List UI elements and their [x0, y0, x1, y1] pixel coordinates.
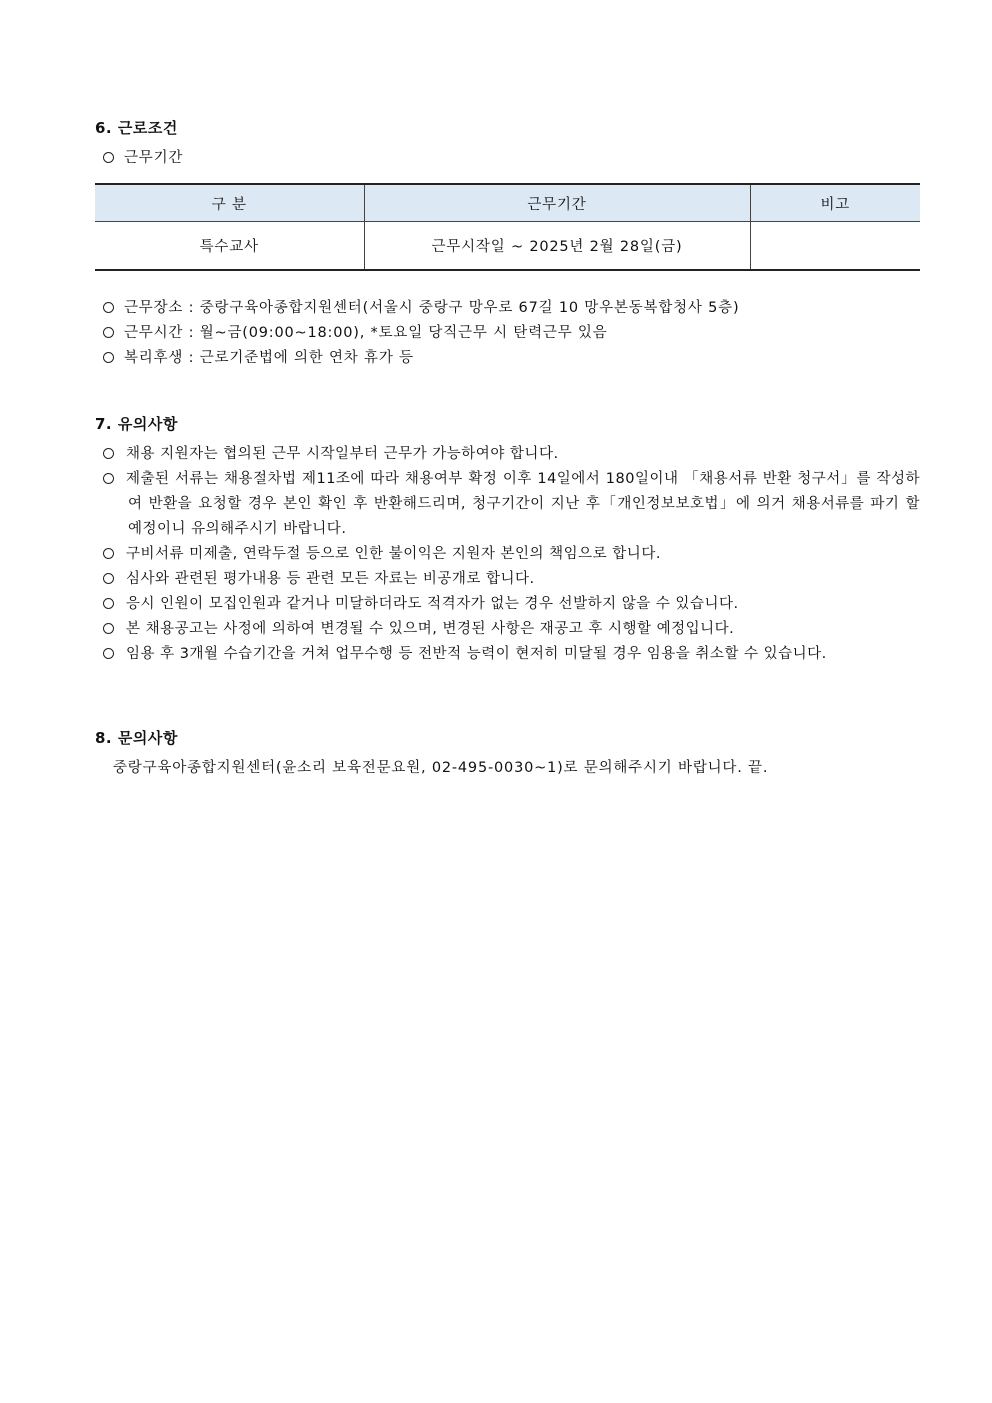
table-header-row [95, 184, 920, 222]
circle-bullet-icon [103, 302, 114, 313]
notice-text: 본 채용공고는 사정에 의하여 변경될 수 있으며, 변경된 사항은 재공고 후 시행할 예정입니다. [126, 621, 735, 637]
table-header-category: 구 분 [95, 184, 364, 222]
circle-bullet-icon [103, 648, 114, 659]
section-6-heading: 6. 근로조건 [95, 119, 178, 137]
notice-text: 임용 후 3개월 수습기간을 거쳐 업무수행 등 전반적 능력이 현저히 미달될 경우 임용을 취소할 수 있습니다. [126, 646, 827, 662]
benefits-text: 복리후생 : 근로기준법에 의한 연차 휴가 등 [124, 350, 414, 366]
circle-bullet-icon [103, 448, 114, 459]
work-period-table [95, 183, 920, 271]
table-header-period: 근무기간 [364, 184, 750, 222]
notice-item-1 [103, 442, 920, 467]
contact-info: 중랑구육아종합지원센터(윤소리 보육전문요원, 02-495-0030~1)로 문의해주시기 바랍니다. 끝. [113, 760, 769, 776]
work-period-label [103, 146, 920, 171]
table-cell-period: 근무시작일 ~ 2025년 2월 28일(금) [364, 222, 750, 271]
notice-item-2 [103, 467, 920, 542]
work-hours-text: 근무시간 : 월~금(09:00~18:00), *토요일 당직근무 시 탄력근무 있음 [124, 325, 608, 341]
table-cell-category: 특수교사 [95, 222, 364, 271]
notice-item-5 [103, 592, 920, 617]
table-header-remarks: 비고 [750, 184, 920, 222]
notice-text: 심사와 관련된 평가내용 등 관련 모든 자료는 비공개로 합니다. [126, 571, 535, 587]
table-cell-remarks [750, 222, 920, 271]
section-7-heading: 7. 유의사항 [95, 415, 178, 433]
notice-item-4 [103, 567, 920, 592]
work-location-item [103, 296, 920, 321]
circle-bullet-icon [103, 623, 114, 634]
benefits-item [103, 346, 920, 371]
circle-bullet-icon [103, 473, 114, 484]
notice-item-3 [103, 542, 920, 567]
notice-text: 채용 지원자는 협의된 근무 시작일부터 근무가 가능하여야 합니다. [126, 446, 559, 462]
notice-text: 구비서류 미제출, 연락두절 등으로 인한 불이익은 지원자 본인의 책임으로 합니다. [126, 546, 661, 562]
table-row [95, 222, 920, 271]
circle-bullet-icon [103, 152, 114, 163]
circle-bullet-icon [103, 352, 114, 363]
circle-bullet-icon [103, 598, 114, 609]
circle-bullet-icon [103, 327, 114, 338]
work-location-text: 근무장소 : 중랑구육아종합지원센터(서울시 중랑구 망우로 67길 10 망우본동복합청사 5층) [124, 300, 740, 316]
work-period-label-text: 근무기간 [124, 150, 184, 166]
notice-text: 응시 인원이 모집인원과 같거나 미달하더라도 적격자가 없는 경우 선발하지 않을 수 있습니다. [126, 596, 739, 612]
section-8-heading: 8. 문의사항 [95, 729, 178, 747]
circle-bullet-icon [103, 548, 114, 559]
circle-bullet-icon [103, 573, 114, 584]
notice-item-7 [103, 642, 920, 667]
notice-text: 제출된 서류는 채용절차법 제11조에 따라 채용여부 확정 이후 14일에서 180일이내 「채용서류 반환 청구서」를 작성하여 반환을 요청할 경우 본인 확인 후 반환해드리며, 청구기간이 지난 후「개인정보보호법」에 의거 채용서류를 파기 할 예정이니 유의해주시기 바랍니다. [126, 471, 920, 537]
notice-item-6 [103, 617, 920, 642]
work-hours-item [103, 321, 920, 346]
